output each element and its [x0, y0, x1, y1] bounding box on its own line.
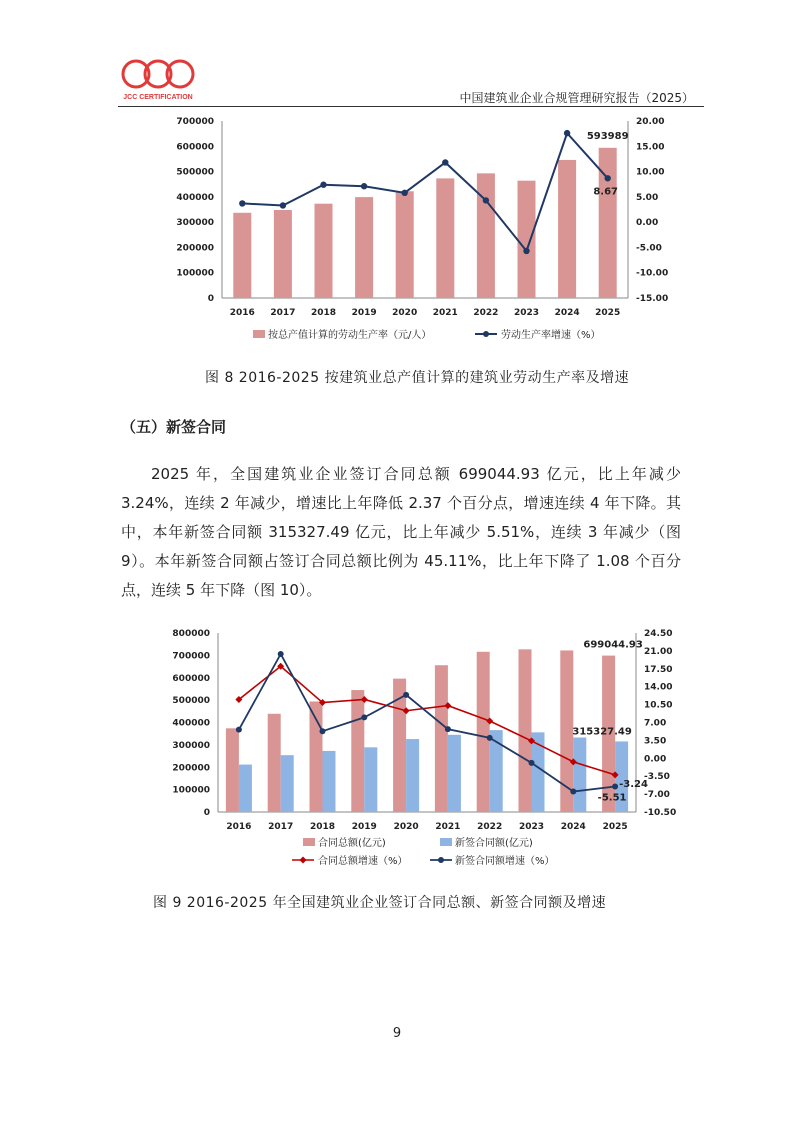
- left-tick-label: 500000: [172, 696, 210, 707]
- legend-marker-new-growth: [438, 857, 444, 863]
- bar-new-contract: [406, 739, 419, 812]
- right-tick-label: -3.50: [644, 772, 670, 783]
- bar-new-contract: [448, 735, 461, 812]
- data-label-new-growth: -5.51: [597, 792, 627, 804]
- x-tick-label: 2021: [435, 822, 461, 832]
- left-tick-label: 700000: [172, 651, 210, 662]
- data-label-productivity: 593989: [586, 130, 629, 142]
- point-productivity-growth: [402, 190, 408, 196]
- left-tick-label: 300000: [172, 740, 210, 751]
- point-new-contract-growth: [278, 651, 284, 657]
- data-label-contract-total: 699044.93: [583, 639, 643, 651]
- x-tick-label: 2016: [226, 822, 252, 832]
- left-tick-label: 600000: [176, 142, 214, 153]
- x-tick-label: 2017: [268, 822, 294, 832]
- header-title: 中国建筑业企业合规管理研究报告（2025）: [459, 91, 694, 105]
- point-new-contract-growth: [487, 735, 493, 741]
- bar-new-contract: [323, 751, 336, 812]
- bar-productivity: [355, 197, 373, 298]
- x-tick-label: 2022: [473, 308, 499, 318]
- right-tick-label: 21.00: [644, 646, 673, 657]
- left-tick-label: 300000: [176, 218, 214, 229]
- legend-swatch-productivity: [253, 330, 265, 338]
- right-tick-label: -15.00: [636, 294, 669, 304]
- legend-swatch-new-contract: [440, 838, 452, 846]
- bar-new-contract: [573, 737, 586, 812]
- left-tick-label: 200000: [176, 243, 214, 254]
- bar-productivity: [315, 204, 333, 298]
- line-productivity-growth: [242, 133, 607, 251]
- point-productivity-growth: [239, 200, 245, 206]
- bar-new-contract: [281, 755, 294, 812]
- point-new-contract-growth: [236, 727, 242, 733]
- header-divider: [118, 106, 704, 107]
- left-tick-label: 500000: [176, 167, 214, 178]
- point-productivity-growth: [280, 202, 286, 208]
- contract-amount-chart: [0, 620, 794, 875]
- right-tick-label: -10.00: [636, 268, 669, 279]
- figure9-caption: 图 9 2016-2025 年全国建筑业企业签订合同总额、新签合同额及增速: [153, 895, 607, 911]
- bar-productivity: [233, 213, 251, 298]
- right-tick-label: 7.00: [644, 718, 667, 729]
- x-tick-label: 2023: [518, 822, 545, 832]
- legend-label-new-growth: 新签合同额增速（%）: [455, 856, 555, 867]
- legend-label-contract-total: 合同总额(亿元): [318, 838, 386, 849]
- legend-label-growth: 劳动生产率增速（%）: [501, 330, 601, 341]
- x-tick-label: 2021: [432, 308, 458, 318]
- point-new-contract-growth: [320, 728, 326, 734]
- right-tick-label: 14.00: [644, 682, 673, 693]
- right-tick-label: 15.00: [636, 142, 665, 153]
- right-tick-label: 0.00: [644, 754, 667, 765]
- x-tick-label: 2020: [393, 822, 419, 832]
- x-tick-label: 2024: [560, 822, 586, 832]
- left-tick-label: 0: [207, 294, 214, 304]
- left-tick-label: 0: [203, 808, 210, 818]
- bar-productivity: [558, 160, 576, 298]
- right-tick-label: 24.50: [644, 629, 673, 639]
- left-tick-label: 700000: [176, 117, 214, 127]
- legend-label-new-contract: 新签合同额(亿元): [455, 838, 533, 849]
- bar-new-contract: [239, 765, 252, 812]
- left-tick-label: 400000: [176, 192, 214, 203]
- legend-label-total-growth: 合同总额增速（%）: [318, 856, 408, 867]
- left-tick-label: 100000: [176, 268, 214, 279]
- x-tick-label: 2016: [229, 308, 255, 318]
- page-number: 9: [392, 1026, 402, 1041]
- section-heading: （五）新签合同: [121, 418, 227, 436]
- x-tick-label: 2018: [310, 308, 337, 318]
- point-new-contract-growth: [403, 692, 409, 698]
- point-new-contract-growth: [361, 714, 367, 720]
- left-tick-label: 600000: [172, 673, 210, 684]
- right-tick-label: 5.00: [636, 192, 659, 203]
- point-productivity-growth: [523, 248, 529, 254]
- bar-contract-total: [477, 652, 490, 812]
- point-productivity-growth: [361, 183, 367, 189]
- data-label-total-growth: -3.24: [619, 778, 648, 790]
- right-tick-label: 20.00: [636, 117, 665, 127]
- point-new-contract-growth: [529, 760, 535, 766]
- x-tick-label: 2017: [270, 308, 296, 318]
- left-tick-label: 200000: [172, 763, 210, 774]
- data-label-growth: 8.67: [593, 186, 619, 198]
- bar-contract-total: [351, 690, 364, 812]
- bar-productivity: [477, 173, 495, 298]
- x-tick-label: 2025: [595, 308, 621, 318]
- bar-productivity: [396, 191, 414, 298]
- legend-marker-total-growth: [300, 857, 307, 864]
- point-new-contract-growth: [570, 789, 576, 795]
- point-new-contract-growth: [612, 783, 618, 789]
- point-productivity-growth: [320, 182, 326, 188]
- x-tick-label: 2024: [554, 308, 580, 318]
- point-productivity-growth: [483, 197, 489, 203]
- figure8-caption: 图 8 2016-2025 按建筑业总产值计算的建筑业劳动生产率及增速: [205, 370, 630, 386]
- right-tick-label: -7.00: [644, 790, 670, 801]
- bar-contract-total: [226, 728, 239, 812]
- left-tick-label: 100000: [172, 785, 210, 796]
- right-tick-label: 10.00: [636, 167, 665, 178]
- legend-swatch-contract-total: [303, 838, 315, 846]
- body-paragraph: 2025 年，全国建筑业企业签订合同总额 699044.93 亿元，比上年减少 3.24%，连续 2 年减少，增速比上年降低 2.37 个百分点，增速连续 4 年下降。其中，本年新签合同额 315327.49 亿元，比上年减少 5.51%，连续 3 年减少（图 9）。本年新签合同额占签订合同总额比例为 45.11%，比上年下降了 1.08 个百分点，连续 5 年下降（图 10）。: [121, 465, 681, 599]
- right-tick-label: 17.50: [644, 664, 673, 675]
- point-productivity-growth: [605, 175, 611, 181]
- x-tick-label: 2019: [351, 308, 377, 318]
- right-tick-label: -5.00: [636, 243, 662, 254]
- data-label-new-contract: 315327.49: [572, 726, 632, 738]
- bar-productivity: [436, 178, 454, 298]
- point-new-contract-growth: [445, 726, 451, 732]
- bar-contract-total: [519, 649, 532, 812]
- x-tick-label: 2022: [477, 822, 503, 832]
- x-tick-label: 2023: [513, 308, 540, 318]
- right-tick-label: 3.50: [644, 736, 667, 747]
- bar-new-contract: [364, 747, 377, 812]
- bar-contract-total: [435, 665, 448, 812]
- point-productivity-growth: [564, 130, 570, 136]
- left-tick-label: 800000: [172, 629, 210, 639]
- bar-productivity: [518, 181, 536, 298]
- x-tick-label: 2020: [392, 308, 418, 318]
- labor-productivity-chart: [0, 108, 794, 353]
- legend-label-productivity: 按总产值计算的劳动生产率（元/人）: [268, 330, 432, 341]
- x-tick-label: 2019: [351, 822, 377, 832]
- bar-contract-total: [268, 714, 281, 812]
- legend-marker-growth: [483, 331, 489, 337]
- jcc-logo: [118, 55, 198, 103]
- left-tick-label: 400000: [172, 718, 210, 729]
- point-productivity-growth: [442, 159, 448, 165]
- line-new-contract-growth: [239, 654, 615, 792]
- bar-productivity: [274, 210, 292, 298]
- right-tick-label: 10.50: [644, 700, 673, 711]
- right-tick-label: 0.00: [636, 218, 659, 229]
- right-tick-label: -10.50: [644, 808, 677, 818]
- x-tick-label: 2018: [309, 822, 336, 832]
- logo-text: JCC CERTIFICATION: [123, 94, 193, 101]
- x-tick-label: 2025: [602, 822, 628, 832]
